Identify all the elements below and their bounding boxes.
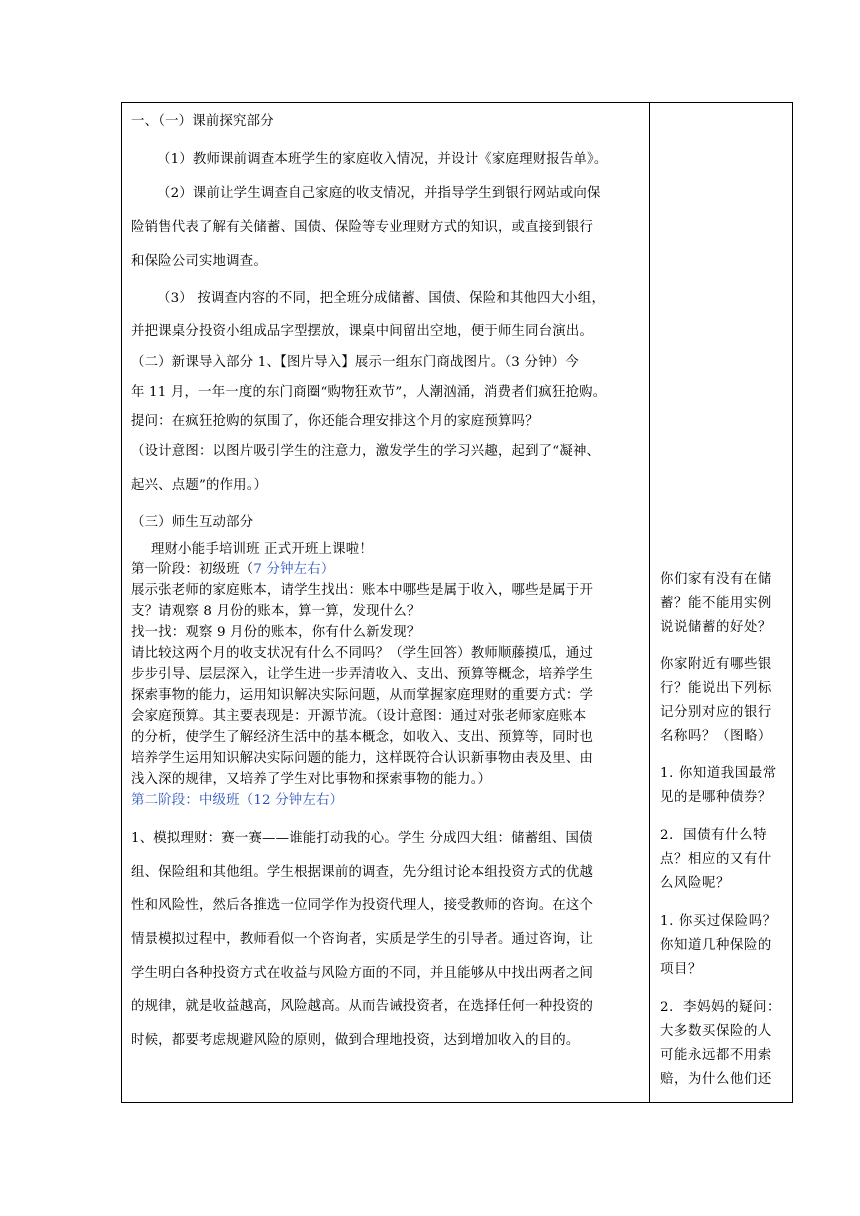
- side-line: 你家附近有哪些银: [660, 657, 772, 672]
- stage-two-heading: 第二阶段：中级班（12 分钟左右）: [131, 793, 344, 808]
- side-line: 蓄？能不能用实例: [660, 596, 772, 611]
- stage-one-duration: 7 分钟左右）: [253, 562, 335, 577]
- text-line: 步步引导、层层深入，让学生进一步弄清收入、支出、预算等概念，培养学生: [131, 667, 594, 682]
- side-line: 点？相应的又有什: [660, 852, 772, 867]
- side-line: 说说储蓄的好处？: [660, 620, 772, 635]
- side-line: 记分别对应的银行: [660, 705, 772, 720]
- text-line: 提问：在疯狂抢购的氛围了，你还能合理安排这个月的家庭预算吗？: [131, 414, 539, 429]
- text-line: 性和风险性，然后各推选一位同学作为投资代理人，接受教师的咨询。在这个: [131, 898, 594, 913]
- side-line: 见的是哪种债券？: [660, 790, 772, 805]
- text-line: 支？请观察 8 月份的账本，算一算，发现什么？: [131, 604, 421, 619]
- text-line: （2）课前让学生调查自己家庭的收支情况，并指导学生到银行网站或向保: [157, 186, 601, 201]
- side-line: 2．国债有什么特: [660, 828, 768, 843]
- side-line: 行？能说出下列标: [660, 681, 772, 696]
- text-line: 理财小能手培训班 正式开班上课啦！: [151, 542, 373, 557]
- text-line: 请比较这两个月的收支状况有什么不同吗？（学生回答）教师顺藤摸瓜，通过: [131, 646, 594, 661]
- text-line: （二）新课导入部分 1、【图片导入】展示一组东门商战图片。（3 分钟）今: [131, 355, 579, 370]
- text-line: 学生明白各种投资方式在收益与风险方面的不同，并且能够从中找出两者之间: [131, 966, 594, 981]
- text-line: （3） 按调查内容的不同，把全班分成储蓄、国债、保险和其他四大小组，: [157, 291, 606, 306]
- text-line: 找一找：观察 9 月份的账本，你有什么新发现？: [131, 625, 421, 640]
- column-divider: [649, 102, 650, 1103]
- text-line: 的规律，就是收益越高，风险越高。从而告诫投资者，在选择任何一种投资的: [131, 999, 594, 1014]
- side-line: 么风险呢？: [660, 876, 730, 891]
- side-line: 1. 你买过保险吗？: [660, 914, 777, 929]
- text-line: 会家庭预算。其主要表现是：开源节流。（设计意图：通过对张老师家庭账本: [131, 709, 587, 724]
- side-line: 项目？: [660, 962, 702, 977]
- side-line: 大多数买保险的人: [660, 1024, 772, 1039]
- text-line: 培养学生运用知识解决实际问题的能力，这样既符合认识新事物由表及里、由: [131, 751, 594, 766]
- text-line: 起兴、点题”的作用。）: [131, 478, 268, 493]
- text-line: 险销售代表了解有关储蓄、国债、保险等专业理财方式的知识，或直接到银行: [131, 220, 594, 235]
- side-line: 赔，为什么他们还: [660, 1072, 772, 1087]
- text-line: 时候，都要考虑规避风险的原则，做到合理地投资，达到增加收入的目的。: [131, 1033, 580, 1048]
- text-line: 年 11 月，一年一度的东门商圈“购物狂欢节”，人潮汹涌，消费者们疯狂抢购。: [131, 385, 607, 400]
- text-line: （1）教师课前调查本班学生的家庭收入情况，并设计《家庭理财报告单》。: [157, 152, 608, 167]
- text-line: 探索事物的能力，运用知识解决实际问题，从而掌握家庭理财的重要方式：学: [131, 688, 594, 703]
- text-line: 组、保险组和其他组。学生根据课前的调查，先分组讨论本组投资方式的优越: [131, 865, 594, 880]
- text-line: 并把课桌分投资小组成品字型摆放，课桌中间留出空地，便于师生同台演出。: [131, 324, 594, 339]
- text-line: 展示张老师的家庭账本，请学生找出：账本中哪些是属于收入，哪些是属于开: [131, 583, 594, 598]
- stage-one-heading: 第一阶段：初级班（7 分钟左右）: [131, 562, 335, 577]
- side-line: 1. 你知道我国最常: [660, 766, 777, 781]
- side-line: 你知道几种保险的: [660, 938, 772, 953]
- side-line: 可能永远都不用索: [660, 1048, 772, 1063]
- side-line: 2．李妈妈的疑问：: [660, 1000, 782, 1015]
- text-line: 和保险公司实地调查。: [131, 254, 267, 269]
- side-line: 你们家有没有在储: [660, 572, 772, 587]
- text-line: 一、（一）课前探究部分: [131, 114, 274, 129]
- section-heading: （三）师生互动部分: [131, 515, 254, 530]
- text-line: 1、模拟理财：赛一赛——谁能打动我的心。学生 分成四大组：储蓄组、国债: [131, 831, 593, 846]
- side-line: 名称吗？（图略）: [660, 729, 772, 744]
- text-line: 的分析，使学生了解经济生活中的基本概念，如收入、支出、预算等，同时也: [131, 730, 594, 745]
- text-line: 情景模拟过程中，教师看似一个咨询者，实质是学生的引导者。通过咨询，让: [131, 932, 594, 947]
- text-line: （设计意图：以图片吸引学生的注意力，激发学生的学习兴趣，起到了“凝神、: [131, 444, 601, 459]
- text-line: 浅入深的规律，又培养了学生对比事物和探索事物的能力。）: [131, 772, 492, 787]
